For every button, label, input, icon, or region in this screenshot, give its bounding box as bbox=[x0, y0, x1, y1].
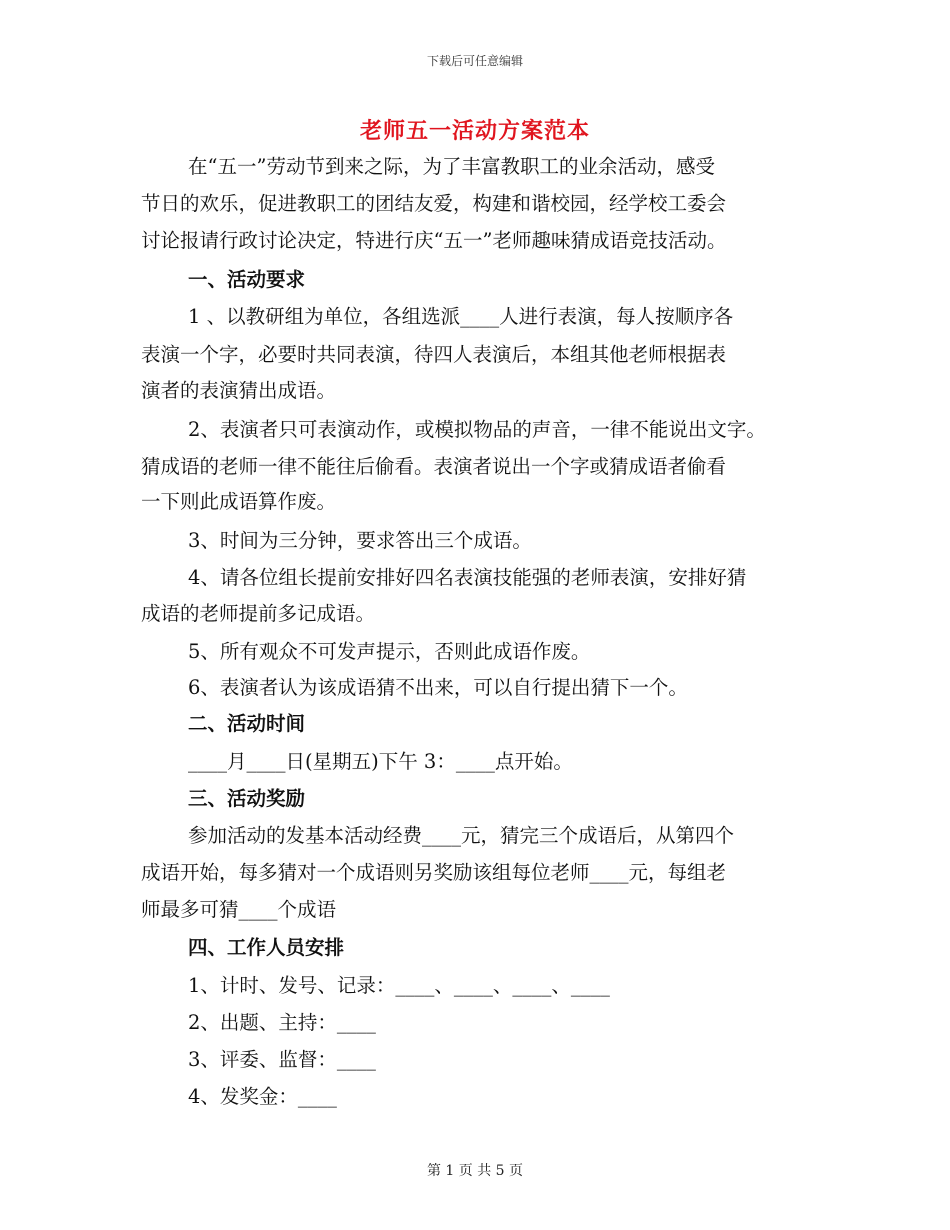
body-line: 成语开始，每多猜对一个成语则另奖励该组每位老师____元，每组老 bbox=[141, 861, 727, 884]
body-line: 4、请各位组长提前安排好四名表演技能强的老师表演，安排好猜 bbox=[188, 566, 747, 589]
body-line: 3、时间为三分钟，要求答出三个成语。 bbox=[188, 529, 532, 552]
body-line: 一下则此成语算作废。 bbox=[141, 490, 337, 513]
body-line: 参加活动的发基本活动经费____元，猜完三个成语后，从第四个 bbox=[188, 824, 735, 847]
section-heading: 四、工作人员安排 bbox=[188, 936, 345, 959]
page-footer: 第 1 页 共 5 页 bbox=[426, 1163, 524, 1179]
body-line: 猜成语的老师一律不能往后偷看。表演者说出一个字或猜成语者偷看 bbox=[141, 455, 727, 478]
body-line: 演者的表演猜出成语。 bbox=[141, 379, 337, 402]
body-line: 3、评委、监督：____ bbox=[188, 1048, 376, 1071]
body-line: 1 、以教研组为单位，各组选派____人进行表演，每人按顺序各 bbox=[188, 305, 734, 328]
body-line: 6、表演者认为该成语猜不出来，可以自行提出猜下一个。 bbox=[188, 676, 688, 699]
body-line: 师最多可猜____个成语 bbox=[141, 898, 337, 921]
body-line: 2、表演者只可表演动作，或模拟物品的声音，一律不能说出文字。 bbox=[188, 418, 766, 441]
page-header: 下载后可任意编辑 bbox=[426, 54, 523, 68]
section-heading: 二、活动时间 bbox=[188, 712, 306, 735]
intro-line: 节日的欢乐，促进教职工的团结友爱，构建和谐校园，经学校工委会 bbox=[141, 192, 727, 215]
body-line: 5、所有观众不可发声提示，否则此成语作废。 bbox=[188, 640, 591, 663]
body-line: 1、计时、发号、记录：____、____、____、____ bbox=[188, 974, 610, 997]
section-heading: 一、活动要求 bbox=[188, 268, 306, 291]
body-line: 2、出题、主持：____ bbox=[188, 1011, 376, 1034]
intro-line: 讨论报请行政讨论决定，特进行庆“五一”老师趣味猜成语竞技活动。 bbox=[141, 229, 727, 252]
body-line: 表演一个字，必要时共同表演，待四人表演后，本组其他老师根据表 bbox=[141, 343, 727, 366]
body-line: 成语的老师提前多记成语。 bbox=[141, 602, 376, 625]
section-heading: 三、活动奖励 bbox=[188, 787, 306, 810]
document-title: 老师五一活动方案范本 bbox=[359, 118, 590, 144]
body-line: 4、发奖金：____ bbox=[188, 1085, 337, 1108]
intro-line: 在“五一”劳动节到来之际，为了丰富教职工的业余活动，感受 bbox=[188, 155, 715, 178]
body-line: ____月____日(星期五)下午 3：____点开始。 bbox=[188, 750, 573, 773]
